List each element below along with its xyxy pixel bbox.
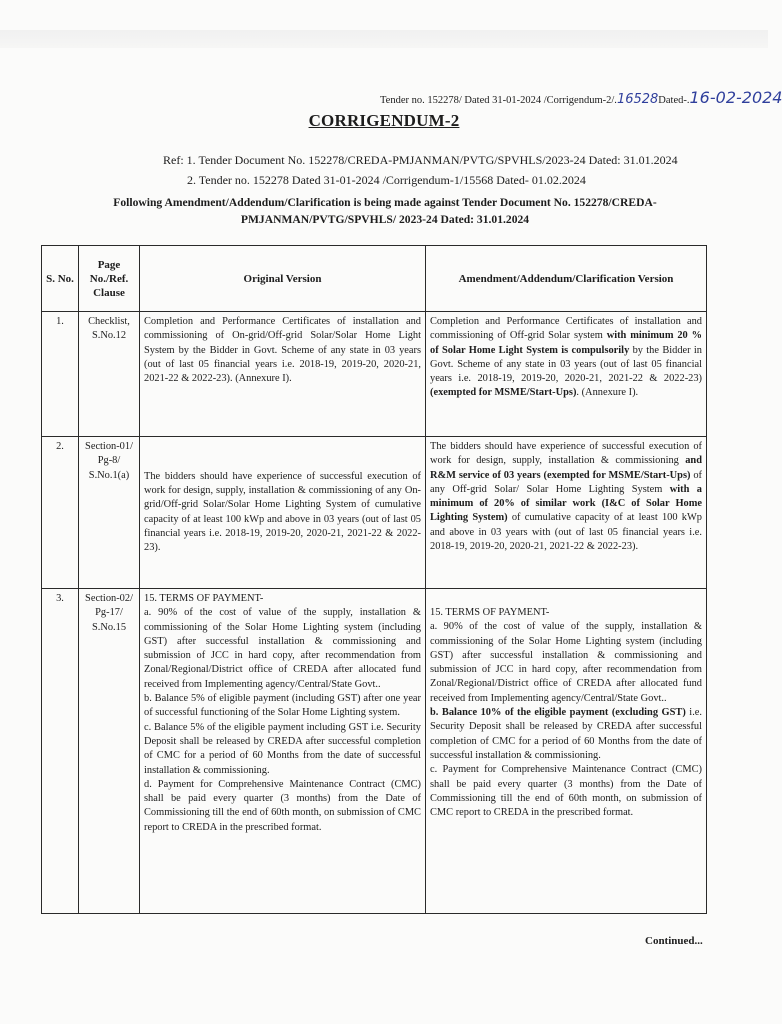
references-block [163,150,678,190]
scan-shadow-strip [0,30,768,48]
dated-label: Dated-. [658,95,690,106]
table-row [42,437,707,589]
handwritten-corrigendum-number: 16528 [616,92,659,107]
amend-text: . (Annexure I). [576,387,639,399]
row-amendment [426,312,707,437]
payment-heading: 15. TERMS OF PAYMENT- [144,593,264,604]
tender-ref-prefix: Tender no. 152278/ Dated 31-01-2024 /Corrigendum-2/. [380,95,617,106]
amend-text: i.e. Security Deposit shall be released by CREDA after successful completion of CMC for a period of 60 Months from the date of successful installation & commissioning. [430,707,702,761]
row-original [140,589,426,914]
row-ref: Checklist, S.No.12 [79,312,140,437]
row-sno: 2. [42,437,79,589]
table-header-row [42,246,707,312]
amend-text: The bidders should have experience of successful execution of work for design, supply, installation & commissioning [430,441,702,467]
payment-clause-b [430,706,702,763]
continued-label: Continued... [645,935,703,947]
row-amendment [426,589,707,914]
amend-bold-text: with a minimum of 20% of similar work (I&C of Solar Home Lighting System) [430,483,702,524]
tender-reference-line [380,88,782,107]
row-ref: Section-01/ Pg-8/ S.No.1(a) [79,437,140,589]
row-sno: 3. [42,589,79,914]
handwritten-date: 16-02-2024 [689,88,782,107]
payment-clause-a: a. 90% of the cost of value of the supply, installation & commissioning of the Solar Home Lighting system (including GST) after successful installation & commissioning and submission of JCC in hard copy, after recommendation from Zonal/Regional/District office of CREDA after allocated fund received from Implementing agency/Central/State Govt.. [430,621,702,704]
header-original-version: Original Version [140,246,426,312]
amend-bold-text: b. Balance 10% of the eligible payment (excluding GST) [430,707,686,719]
payment-clause-b: b. Balance 5% of eligible payment (including GST) after one year of successful functioning of the Solar Home Lighting system. [144,693,421,719]
header-sno: S. No. [42,246,79,312]
amendment-table [41,245,707,914]
reference-2: 2. Tender no. 152278 Dated 31-01-2024 /Corrigendum-1/15568 Dated- 01.02.2024 [187,173,586,187]
payment-clause-c: c. Payment for Comprehensive Maintenance Contract (CMC) shall be paid every quarter (3 months) from the Date of Commissioning till the end of 60th month, on submission of CMC report to CREDA in the prescribed format. [430,764,702,819]
table-row [42,312,707,437]
header-amendment-version: Amendment/Addendum/Clarification Version [426,246,707,312]
amend-text: of cumulative capacity of at least 100 kWp and above in 03 years with (out of last 05 financial years i.e. 2018-19, 2019-20, 2020-21, 2021-22 & 2022-23). [430,512,702,553]
payment-clause-d: d. Payment for Comprehensive Maintenance Contract (CMC) shall be paid every quarter (3 months) from the Date of Commissioning till the end of 60th month, on submission of CMC report to CREDA in the prescribed format. [144,778,421,833]
amend-bold-text: (exempted for MSME/Start-Ups) [430,387,577,399]
header-page-ref: Page No./Ref. Clause [79,246,140,312]
amend-bold-text: with minimum 20 % of Solar Home Light System is compulsorily [430,330,702,356]
amend-text: of any Off-grid Solar/ Solar Home Lighting System [430,469,702,495]
payment-heading: 15. TERMS OF PAYMENT- [430,607,550,618]
row-sno: 1. [42,312,79,437]
amend-text: by the Bidder in Govt. Scheme of any state in 03 years (out of last 05 financial years i.e. 2018-19, 2019-20, 2020-21, 2021-22 & 2022-23) [430,344,702,385]
intro-statement: Following Amendment/Addendum/Clarification is being made against Tender Document No. 152278/CREDA-PMJANMAN/PVTG/SPVHLS/ 2023-24 Dated: 31.01.2024 [113,196,657,226]
document-title: CORRIGENDUM-2 [308,111,460,130]
table-row [42,589,707,914]
amend-text: Completion and Performance Certificates of installation and commissioning of Off-grid Solar system [430,316,702,342]
row-amendment [426,437,707,589]
payment-clause-c: c. Balance 5% of the eligible payment including GST i.e. Security Deposit shall be released by CREDA after successful completion of CMC for a period of 60 Months from the date of successful installation & commissioning. [144,721,421,776]
row-original: Completion and Performance Certificates of installation and commissioning of On-grid/Off-grid Solar/Solar Home Light System by the Bidder in Govt. Scheme of any state in 03 years (out of last 05 financial years i.e. 2018-19, 2019-20, 2020-21, 2021-22 & 2022-23). (Annexure I). [140,312,426,437]
amend-bold-text: and R&M service of 03 years (exempted for MSME/Start-Ups) [430,455,702,481]
row-original: The bidders should have experience of successful execution of work for design, supply, installation & commissioning of any On-grid/Off-grid Solar/Solar Home Lighting System of cumulative capacity of at least 100 kWp and above in 03 years (out of last 05 financial years i.e. 2018-19, 2019-20, 2020-21, 2021-22 & 2022-23). [140,437,426,589]
row-ref: Section-02/ Pg-17/ S.No.15 [79,589,140,914]
reference-1: 1. Tender Document No. 152278/CREDA-PMJANMAN/PVTG/SPVHLS/2023-24 Dated: 31.01.2024 [186,153,678,167]
payment-clause-a: a. 90% of the cost of value of the supply, installation & commissioning of the Solar Home Lighting system (including GST) after successful installation & commissioning and submission of JCC in hard copy, after recommendation from Zonal/Regional/District office of CREDA after allocated fund received from Implementing agency/Central/State Govt.. [144,607,421,690]
ref-label: Ref: [163,153,184,167]
